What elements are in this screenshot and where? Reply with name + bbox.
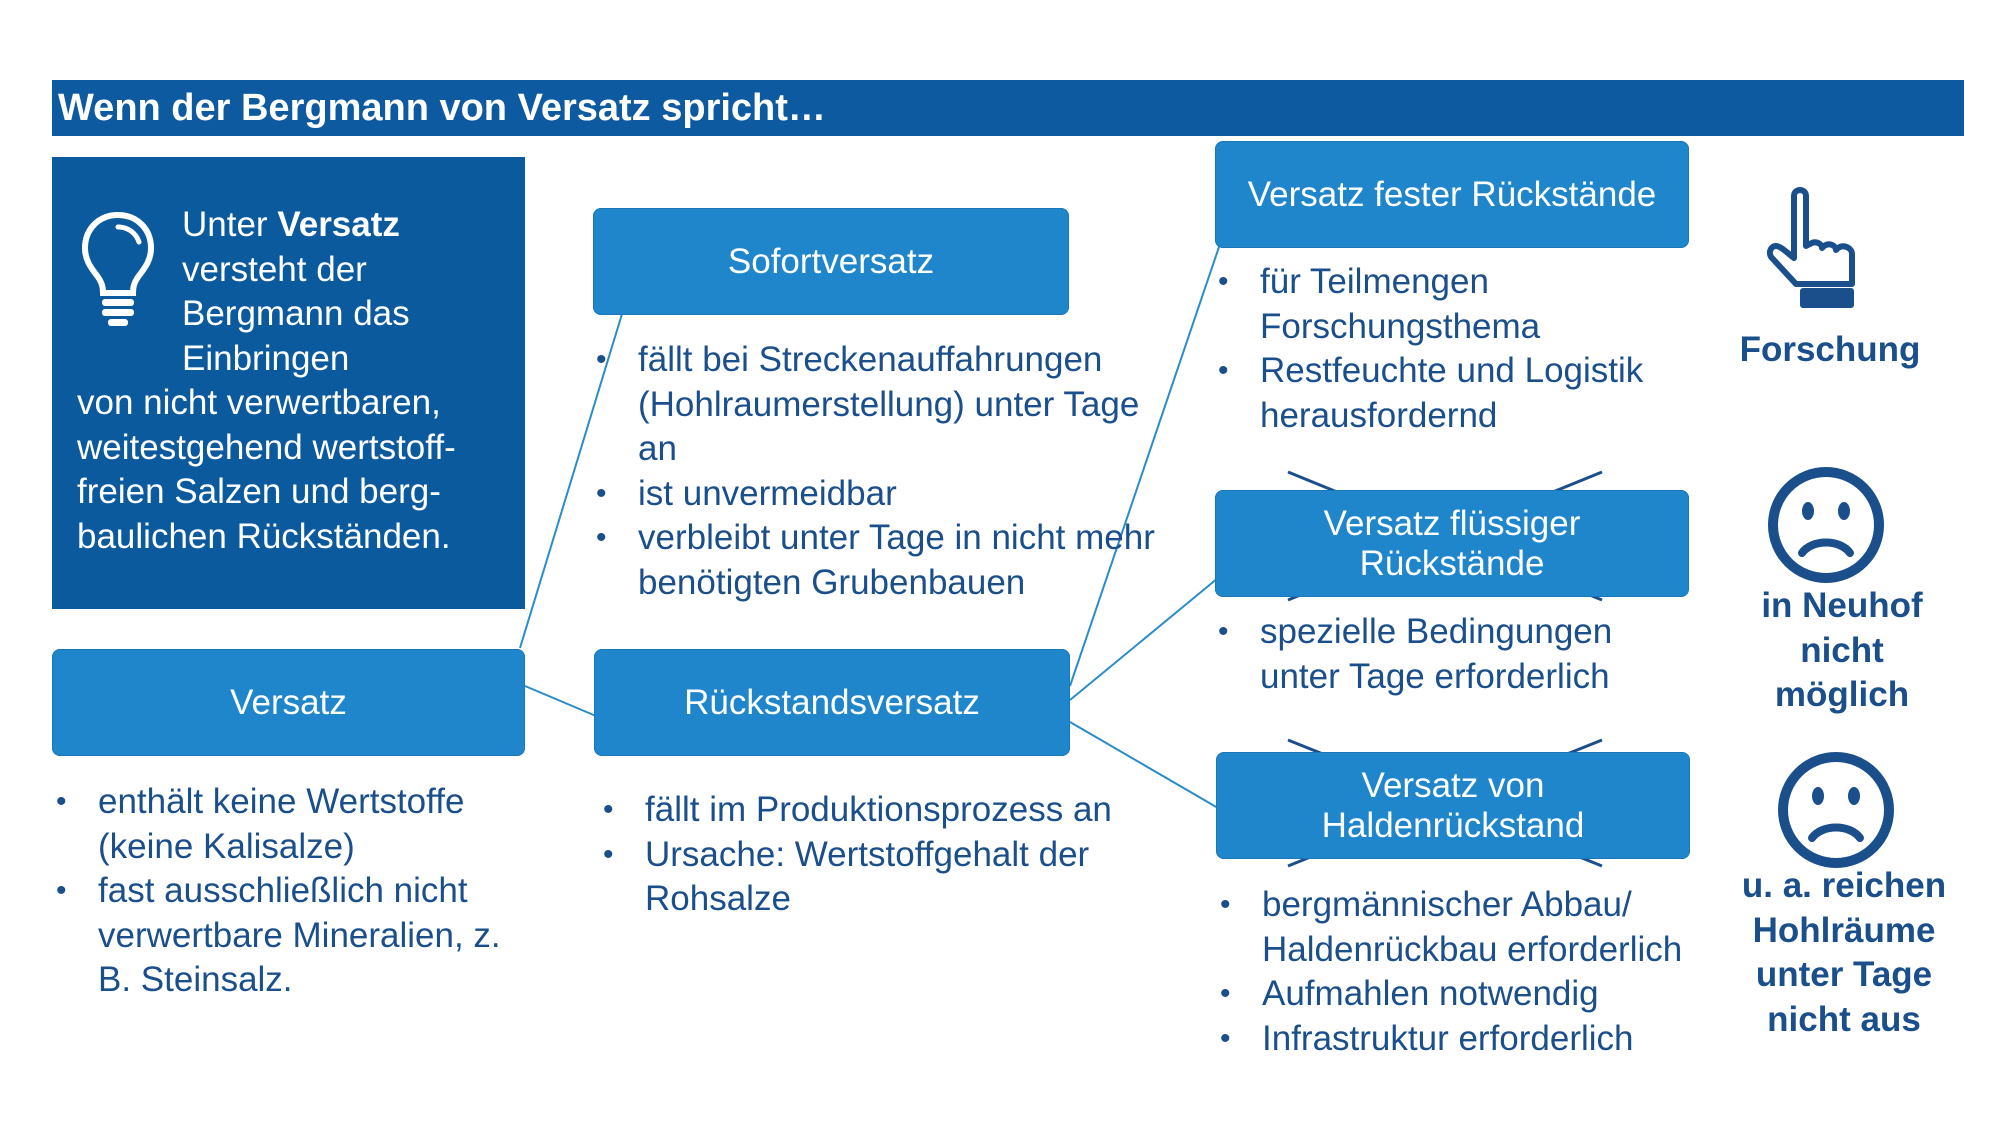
node-versatz-fluessig-label-2: Rückstände [1359,543,1545,583]
fest-bullets [1218,260,1688,438]
sad-face-icon [1776,750,1896,870]
list-item: • Restfeuchte und Logistik herausfordernd [1218,349,1688,438]
node-sofortversatz[interactable] [593,208,1069,315]
node-versatz-label: Versatz [230,682,347,722]
list-item: • Aufmahlen notwendig [1220,972,1740,1017]
definition-text-top: Unter Versatz versteht der Bergmann das Einbringen [182,205,410,378]
node-versatz-halde-label-1: Versatz von [1361,765,1545,805]
rueckstandsversatz-bullets [603,788,1163,922]
list-item: • verbleibt unter Tage in nicht mehr benötigten Grubenbauen [596,516,1166,605]
page-title: Wenn der Bergmann von Versatz spricht… [52,80,1964,136]
definition-text-bottom: von nicht verwertbaren, weitestgehend wertstoff- freien Salzen und berg- baulichen Rückständen. [77,383,456,556]
node-versatz-halde-label-2: Haldenrückstand [1321,805,1585,845]
list-item: • fällt bei Streckenauffahrungen (Hohlraumerstellung) unter Tage an [596,338,1166,472]
list-item: • Ursache: Wertstoffgehalt der Rohsalze [603,833,1163,922]
label-neuhof: in Neuhof nicht möglich [1761,586,1923,714]
pointing-hand-icon [1760,184,1868,314]
list-item: • für Teilmengen Forschungsthema [1218,260,1688,349]
node-rueckstandsversatz[interactable] [594,649,1070,756]
sofortversatz-bullets [596,338,1166,605]
node-versatz-fluessig-label-1: Versatz flüssiger [1323,503,1581,543]
connector-versatz-rueckstand [525,686,596,716]
list-item: • bergmännischer Abbau/ Haldenrückbau erforderlich [1220,883,1740,972]
node-versatz-halde[interactable] [1216,752,1690,859]
node-sofortversatz-label: Sofortversatz [727,241,935,281]
label-hohlraeume: u. a. reichen Hohlräume unter Tage nicht aus [1741,866,1947,1039]
list-item: • fällt im Produktionsprozess an [603,788,1163,833]
node-versatz-fest[interactable] [1215,141,1689,248]
node-versatz-fest-label: Versatz fester Rückstände [1247,174,1657,214]
list-item: • fast ausschließlich nicht verwertbare Mineralien, z. B. Steinsalz. [56,869,516,1003]
node-rueckstandsversatz-label: Rückstandsversatz [684,682,980,722]
node-versatz[interactable] [52,649,525,756]
halde-bullets [1220,883,1740,1061]
list-item: • enthält keine Wertstoffe (keine Kalisalze) [56,780,516,869]
list-item: • spezielle Bedingungen unter Tage erforderlich [1218,610,1688,699]
definition-box [52,157,525,609]
list-item: • Infrastruktur erforderlich [1220,1017,1740,1062]
label-forschung: Forschung [1739,330,1921,369]
versatz-bullets [56,780,516,1003]
fluessig-bullets [1218,610,1688,699]
node-versatz-fluessig[interactable] [1215,490,1689,597]
sad-face-icon [1766,465,1886,585]
lightbulb-icon [78,209,158,329]
list-item: • ist unvermeidbar [596,472,1166,517]
